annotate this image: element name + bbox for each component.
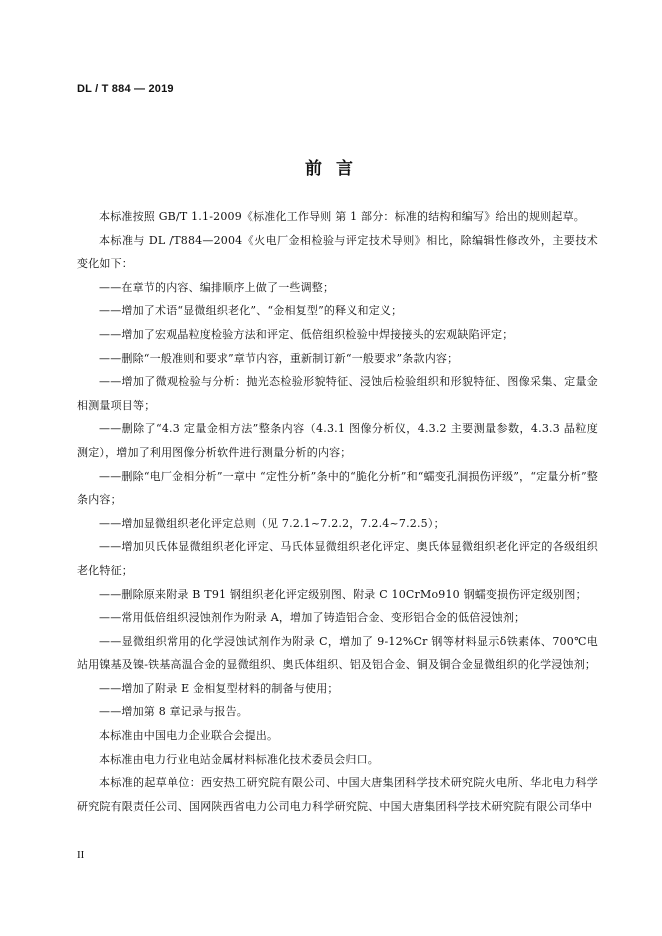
- change-item: ——增加贝氏体显微组织老化评定、马氏体显微组织老化评定、奥氏体显微组织老化评定的各级组织老化特征；: [77, 540, 598, 577]
- foreword-paragraph: 本标准按照 GB/T 1.1-2009《标准化工作导则 第 1 部分：标准的结构和编写》给出的规则起草。: [99, 210, 585, 223]
- change-item: ——增加了术语“显微组织老化”、“金相复型”的释义和定义；: [99, 304, 403, 318]
- foreword-paragraph: 本标准由中国电力企业联合会提出。: [99, 729, 279, 743]
- page-title: 前 言: [305, 159, 357, 179]
- foreword-body: [77, 205, 598, 818]
- change-item: ——增加显微组织老化评定总则（见 7.2.1~7.2.2，7.2.4~7.2.5）；: [99, 516, 445, 530]
- change-item: ——删除了“4.3 定量金相方法”整条内容（4.3.1 图像分析仪，4.3.2 主要测量参数，4.3.3 晶粒度测定），增加了利用图像分析软件进行测量分析的内容；: [77, 422, 598, 459]
- change-item: ——删除原来附录 B T91 钢组织老化评定级别图、附录 C 10CrMo910 钢蠕变损伤评定级别图；: [99, 587, 587, 601]
- change-item: ——常用低倍组织浸蚀剂作为附录 A，增加了铸造铝合金、变形铝合金的低倍浸蚀剂；: [99, 611, 526, 625]
- change-item: ——删除“一般准则和要求”章节内容，重新制订新“一般要求”条款内容；: [99, 351, 459, 365]
- change-item: ——显微组织常用的化学浸蚀试剂作为附录 C，增加了 9-12%Cr 钢等材料显示δ铁素体、700℃电站用镍基及镍-铁基高温合金的显微组织、奥氏体组织、铝及铝合金、铜及铜合金显微组织的化学浸蚀剂；: [77, 634, 598, 672]
- standard-code: DL / T 884 — 2019: [77, 83, 174, 95]
- foreword-paragraph: 本标准由电力行业电站金属材料标准化技术委员会归口。: [99, 752, 379, 766]
- change-item: ——增加了宏观晶粒度检验方法和评定、低倍组织检验中焊接接头的宏观缺陷评定；: [99, 327, 514, 341]
- change-item: ——增加第 8 章记录与报告。: [99, 705, 248, 719]
- change-item: ——在章节的内容、编排顺序上做了一些调整；: [99, 280, 335, 294]
- page-number: II: [77, 849, 85, 861]
- change-item: ——增加了附录 E 金相复型材料的制备与使用；: [99, 681, 339, 695]
- change-item: ——增加了微观检验与分析：抛光态检验形貌特征、浸蚀后检验组织和形貌特征、图像采集、定量金相测量项目等；: [77, 375, 598, 412]
- foreword-paragraph: 本标准的起草单位：西安热工研究院有限公司、中国大唐集团科学技术研究院火电所、华北电力科学研究院有限责任公司、国网陕西省电力公司电力科学研究院、中国大唐集团科学技术研究院有限公司华中: [77, 776, 598, 813]
- foreword-paragraph: 本标准与 DL /T884—2004《火电厂金相检验与评定技术导则》相比，除编辑性修改外，主要技术变化如下：: [77, 233, 598, 271]
- change-item: ——删除“电厂金相分析”一章中 “定性分析”条中的“脆化分析”和“蠕变孔洞损伤评级”，“定量分析”整条内容；: [77, 469, 598, 507]
